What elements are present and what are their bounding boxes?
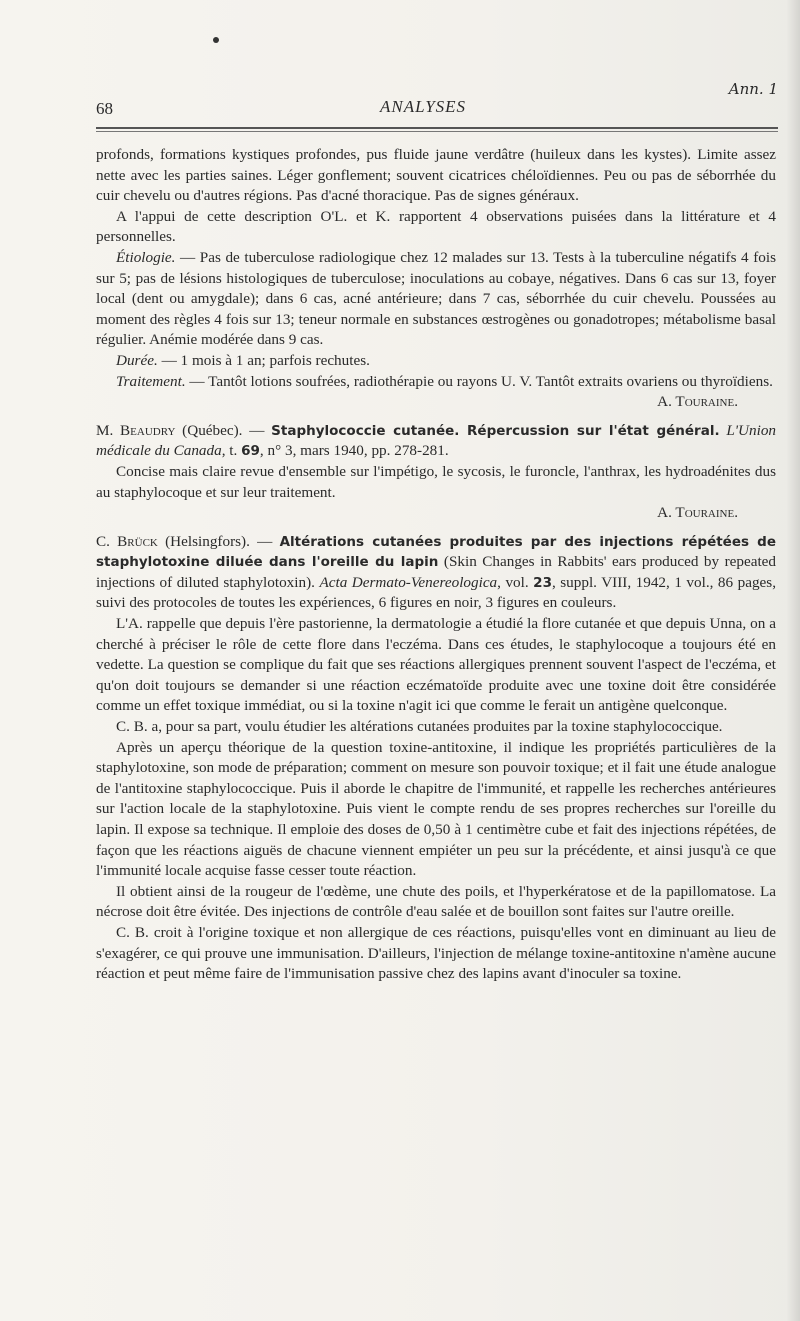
section-label: Étiologie. xyxy=(116,248,176,266)
citation-part: , t. xyxy=(221,442,242,460)
page-number: 68 xyxy=(96,99,113,118)
paragraph: C. B. croit à l'origine toxique et non allergique de ces réactions, puisqu'elles vont en diminuant au lieu de s'exagérer, ce qui prouve une immunisation. D'ailleurs, l'injection de mélange toxine-antitoxine n'amène aucune réaction et peut même faire de l'immunisation passive chez des lapins avant d'inoculer sa toxine. xyxy=(96,923,776,983)
journal-name: L'Union médicale du Canada xyxy=(96,421,777,460)
citation-part: , vol. xyxy=(497,573,534,591)
header-rule-thin xyxy=(96,131,778,132)
paragraph: Concise mais claire revue d'ensemble sur l'impétigo, le sycosis, le furoncle, l'anthrax, les hydroadénites dus au staphylocoque et sur leur traitement. xyxy=(96,462,776,501)
header-rule xyxy=(96,127,778,129)
spacer xyxy=(96,524,776,532)
article-heading xyxy=(96,532,776,614)
paragraph: A l'appui de cette description O'L. et K. rapportent 4 observations puisées dans la littérature et 4 personnelles. xyxy=(96,207,776,246)
running-head: ANALYSES xyxy=(380,97,467,116)
volume-number: 69 xyxy=(241,443,260,460)
paragraph xyxy=(96,351,776,372)
english-title: (Skin Changes in Rabbits' ears produced by repeated injections of diluted staphylotoxin). xyxy=(96,553,777,591)
citation-part: , n° 3, mars 1940, pp. 278-281. xyxy=(259,442,449,460)
volume-number: 23 xyxy=(533,574,552,591)
section-label: Durée. xyxy=(116,351,158,369)
section-text: — Pas de tuberculose radiologique chez 12 malades sur 13. Tests à la tuberculine négatifs 4 fois sur 5; pas de lésions histologiques de tuberculose; inoculations au cobaye, négatives. Dans 6 cas sur 13, foyer local (dent ou amygdale); dans 6 cas, acné antérieure; dans 7 cas, séborrhée du cuir chevelu. Poussées au moment des règles 4 fois sur 13; teneur normale en substances œstrogènes ou gonadotropes; métabolisme basal régulier. Anémie modérée dans 9 cas. xyxy=(96,248,776,349)
corner-label: Ann. 1 xyxy=(728,80,778,98)
author: M. Beaudry xyxy=(96,421,176,439)
paragraph xyxy=(96,248,776,351)
author-location: (Québec). — xyxy=(175,421,272,439)
paragraph: L'A. rappelle que depuis l'ère pastorienne, la dermatologie a étudié la flore cutanée et que depuis Unna, on a cherché à préciser le rôle de cette flore dans l'eczéma. Dans ces études, le staphylocoque a toujours été en vedette. La question se complique du fait que ses réactions allergiques prennent souvent l'aspect de l'eczéma, et qu'on doit toujours se demander si une réaction eczématoïde produite avec une toxine doit être considérée comme un effet toxique immédiat, ou si la toxine n'agit ici que comme le ferait un antigène quelconque. xyxy=(96,615,776,715)
author: C. Brück xyxy=(96,532,158,550)
article-heading xyxy=(96,421,776,462)
ink-dot xyxy=(213,37,219,43)
signature: A. Touraine. xyxy=(657,393,738,411)
author-location: (Helsingfors). — xyxy=(157,532,280,550)
page-body xyxy=(96,145,776,985)
spacer xyxy=(96,413,776,421)
paragraph: profonds, formations kystiques profondes, pus fluide jaune verdâtre (huileux dans les kystes). Limite assez nette avec les parties saines. Léger gonflement; souvent cicatrices chéloïdiennes. Peu ou pas de séborrhée du cuir chevelu ou d'autres régions. Pas d'acné thoracique. Pas de signes généraux. xyxy=(96,146,776,205)
citation-part: , suppl. VIII, 1942, 1 vol., 86 pages, suivi des protocoles de toutes les expériences, 6 figures en noir, 3 figures en couleurs. xyxy=(96,573,776,612)
journal-name: Acta Dermato-Venereologica xyxy=(319,573,498,591)
paragraph: Après un aperçu théorique de la question toxine-antitoxine, il indique les propriétés particulières de la staphylotoxine, son mode de préparation; comment on mesure son pouvoir toxique; et il fait une étude analogue de l'antitoxine staphylococcique. Puis il aborde le chapitre de l'immunité, et rappelle les recherches antérieures sur l'action locale de la staphylotoxine. Puis vient le compte rendu de ses propres recherches sur l'oreille du lapin. Il expose sa technique. Il emploie des doses de 0,50 à 1 centimètre cube et fait des injections répétées, de façon que les réactions aiguës de chacune viennent empiéter un peu sur la précédente, et ainsi jusqu'à ce que l'immunité locale acquise fasse cesser toute réaction. xyxy=(96,738,776,880)
page-edge-shadow xyxy=(786,0,800,1321)
section-text: — 1 mois à 1 an; parfois rechutes. xyxy=(157,351,370,369)
section-text: — Tantôt lotions soufrées, radiothérapie ou rayons U. V. Tantôt extraits ovariens ou thyroïdiens. xyxy=(185,372,773,390)
article-title: Staphylococcie cutanée. Répercussion sur l'état général. xyxy=(271,422,720,439)
paragraph: C. B. a, pour sa part, voulu étudier les altérations cutanées produites par la toxine staphylococcique. xyxy=(116,718,723,736)
paragraph: Il obtient ainsi de la rougeur de l'œdème, une chute des poils, et l'hyperkératose et de la papillomatose. La nécrose doit être évitée. Des injections de contrôle d'eau salée et de bouillon sont faites sur l'autre oreille. xyxy=(96,882,776,921)
paragraph xyxy=(96,372,776,393)
signature: A. Touraine. xyxy=(657,504,738,522)
article-title: Altérations cutanées produites par des injections répétées de staphylotoxine diluée dans l'oreille du lapin xyxy=(96,533,776,571)
section-label: Traitement. xyxy=(116,372,186,390)
